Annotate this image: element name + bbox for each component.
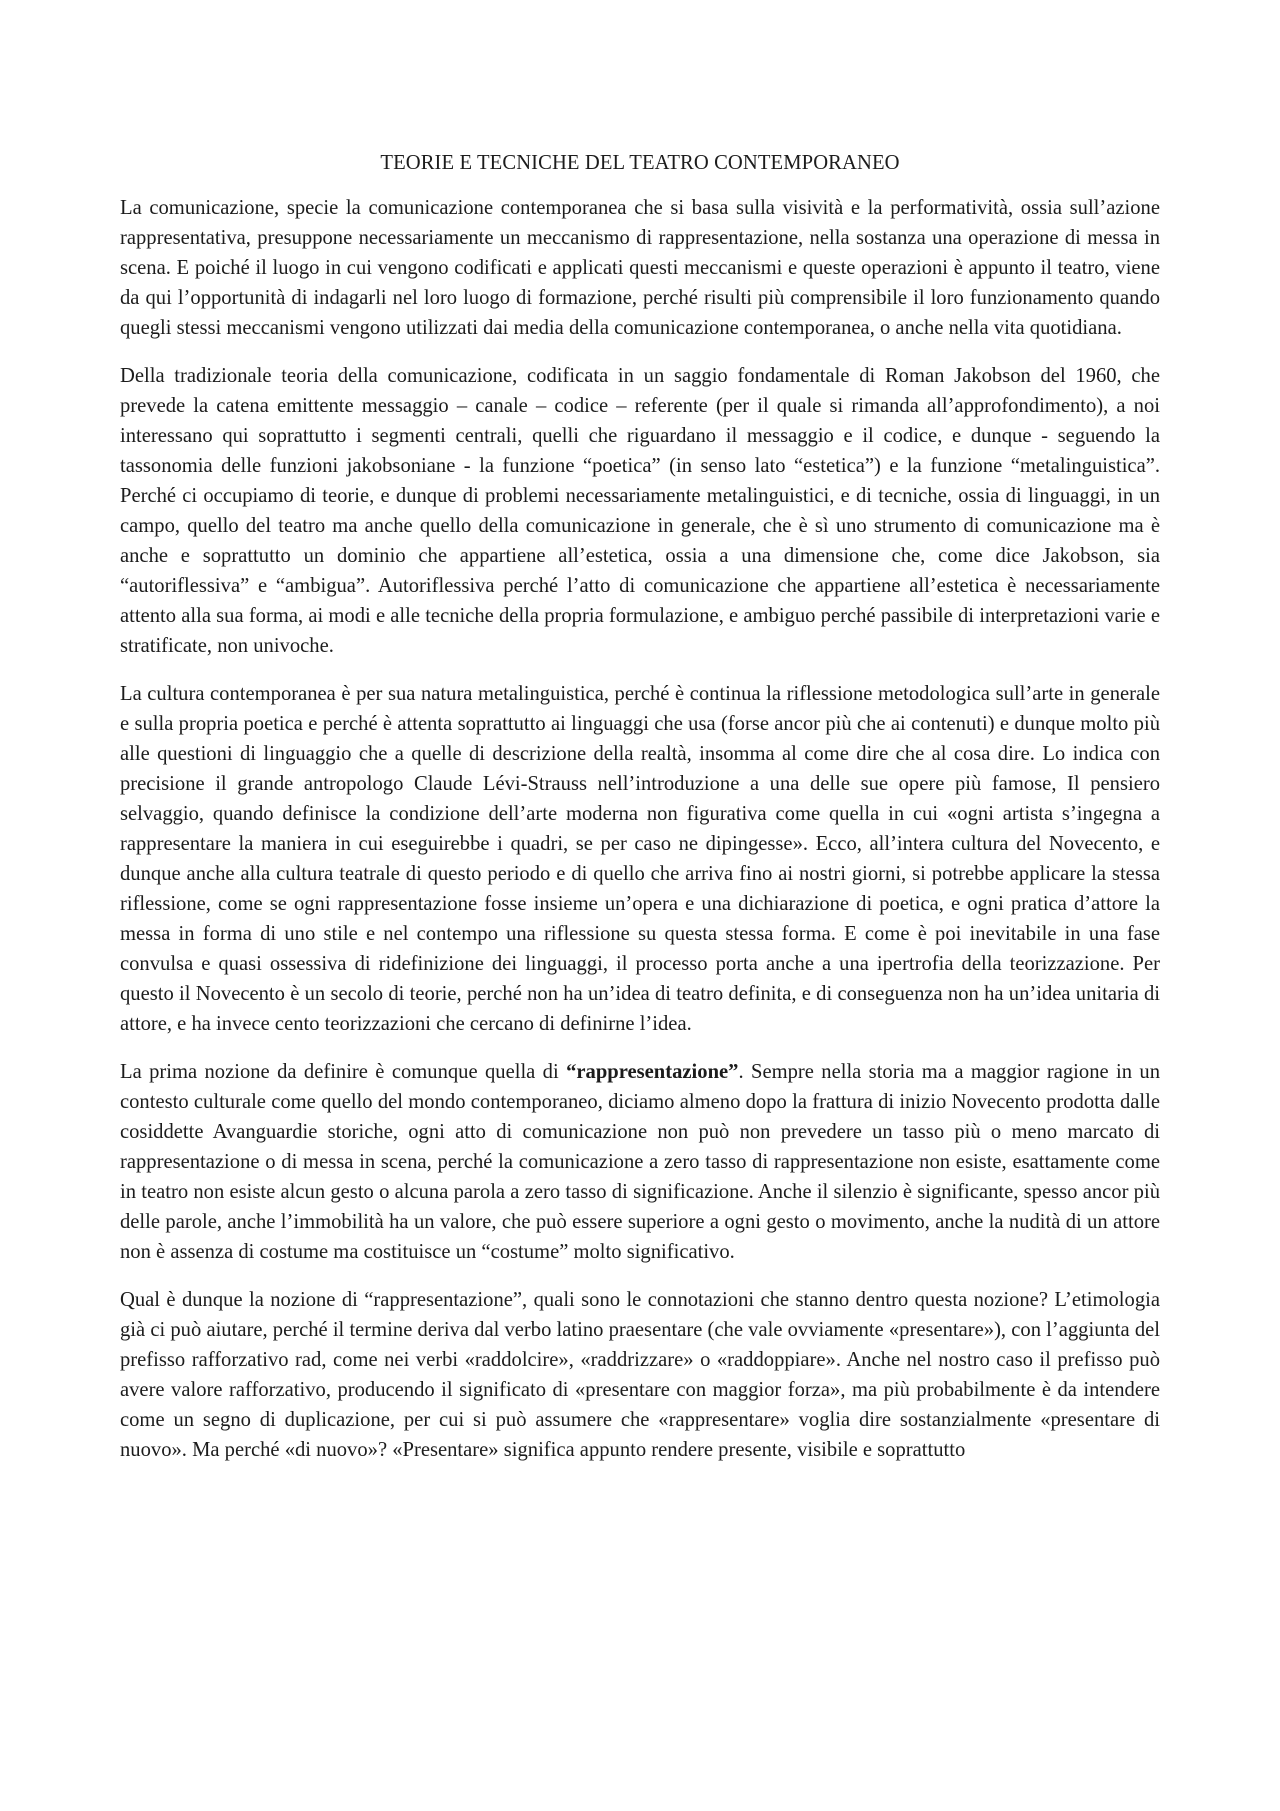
paragraph-4-bold-term: “rappresentazione” xyxy=(566,1061,739,1083)
paragraph-2: Della tradizionale teoria della comunicazione, codificata in un saggio fondamentale di Roman Jakobson del 1960, che prevede la catena emittente messaggio – canale – codice – referente (per il quale si rimanda all’approfondimento), a noi interessano qui soprattutto i segmenti centrali, quelli che riguardano il messaggio e il codice, e dunque - seguendo la tassonomia delle funzioni jakobsoniane - la funzione “poetica” (in senso lato “estetica”) e la funzione “metalinguistica”. Perché ci occupiamo di teorie, e dunque di problemi necessariamente metalinguistici, e di tecniche, ossia di linguaggi, in un campo, quello del teatro ma anche quello della comunicazione in generale, che è sì uno strumento di comunicazione ma è anche e soprattutto un dominio che appartiene all’estetica, ossia a una dimensione che, come dice Jakobson, sia “autoriflessiva” e “ambigua”. Autoriflessiva perché l’atto di comunicazione che appartiene all’estetica è necessariamente attento alla sua forma, ai modi e alle tecniche della propria formulazione, e ambiguo perché passibile di interpretazioni varie e stratificate, non univoche. xyxy=(120,365,1160,657)
paragraph-4 xyxy=(120,1057,1160,1267)
paragraph-5: Qual è dunque la nozione di “rappresentazione”, quali sono le connotazioni che stanno dentro questa nozione? L’etimologia già ci può aiutare, perché il termine deriva dal verbo latino praesentare (che vale ovviamente «presentare»), con l’aggiunta del prefisso rafforzativo rad, come nei verbi «raddolcire», «raddrizzare» o «raddoppiare». Anche nel nostro caso il prefisso può avere valore rafforzativo, producendo il significato di «presentare con maggior forza», ma più probabilmente è da intendere come un segno di duplicazione, per cui si può assumere che «rappresentare» voglia dire sostanzialmente «presentare di nuovo». Ma perché «di nuovo»? «Presentare» significa appunto rendere presente, visibile e soprattutto xyxy=(120,1289,1160,1461)
paragraph-3: La cultura contemporanea è per sua natura metalinguistica, perché è continua la riflessione metodologica sull’arte in generale e sulla propria poetica e perché è attenta soprattutto ai linguaggi che usa (forse ancor più che ai contenuti) e dunque molto più alle questioni di linguaggio che a quelle di descrizione della realtà, insomma al come dire che al cosa dire. Lo indica con precisione il grande antropologo Claude Lévi-Strauss nell’introduzione a una delle sue opere più famose, Il pensiero selvaggio, quando definisce la condizione dell’arte moderna non figurativa come quella in cui «ogni artista s’ingegna a rappresentare la maniera in cui eseguirebbe i quadri, se per caso ne dipingesse». Ecco, all’intera cultura del Novecento, e dunque anche alla cultura teatrale di questo periodo e di quello che arriva fino ai nostri giorni, si potrebbe applicare la stessa riflessione, come se ogni rappresentazione fosse insieme un’opera e una dichiarazione di poetica, e ogni pratica d’attore la messa in forma di uno stile e nel contempo una riflessione su questa stessa forma. E come è poi inevitabile in una fase convulsa e quasi ossessiva di ridefinizione dei linguaggi, il processo porta anche a una ipertrofia della teorizzazione. Per questo il Novecento è un secolo di teorie, perché non ha un’idea di teatro definita, e di conseguenza non ha un’idea unitaria di attore, e ha invece cento teorizzazioni che cercano di definirne l’idea. xyxy=(120,683,1160,1035)
paragraph-1: La comunicazione, specie la comunicazione contemporanea che si basa sulla visività e la performatività, ossia sull’azione rappresentativa, presuppone necessariamente un meccanismo di rappresentazione, nella sostanza una operazione di messa in scena. E poiché il luogo in cui vengono codificati e applicati questi meccanismi e queste operazioni è appunto il teatro, viene da qui l’opportunità di indagarli nel loro luogo di formazione, perché risulti più comprensibile il loro funzionamento quando quegli stessi meccanismi vengono utilizzati dai media della comunicazione contemporanea, o anche nella vita quotidiana. xyxy=(120,197,1160,339)
document-body xyxy=(120,148,1160,1483)
paragraph-4-text-after: . Sempre nella storia ma a maggior ragione in un contesto culturale come quello del mondo contemporaneo, diciamo almeno dopo la frattura di inizio Novecento prodotta dalle cosiddette Avanguardie storiche, ogni atto di comunicazione non può non prevedere un tasso più o meno marcato di rappresentazione o di messa in scena, perché la comunicazione a zero tasso di rappresentazione non esiste, esattamente come in teatro non esiste alcun gesto o alcuna parola a zero tasso di significazione. Anche il silenzio è significante, spesso ancor più delle parole, anche l’immobilità ha un valore, che può essere superiore a ogni gesto o movimento, anche la nudità di un attore non è assenza di costume ma costituisce un “costume” molto significativo. xyxy=(120,1061,1160,1263)
paragraph-4-text-before: La prima nozione da definire è comunque quella di xyxy=(120,1061,567,1083)
document-title: TEORIE E TECNICHE DEL TEATRO CONTEMPORANEO xyxy=(380,152,900,174)
